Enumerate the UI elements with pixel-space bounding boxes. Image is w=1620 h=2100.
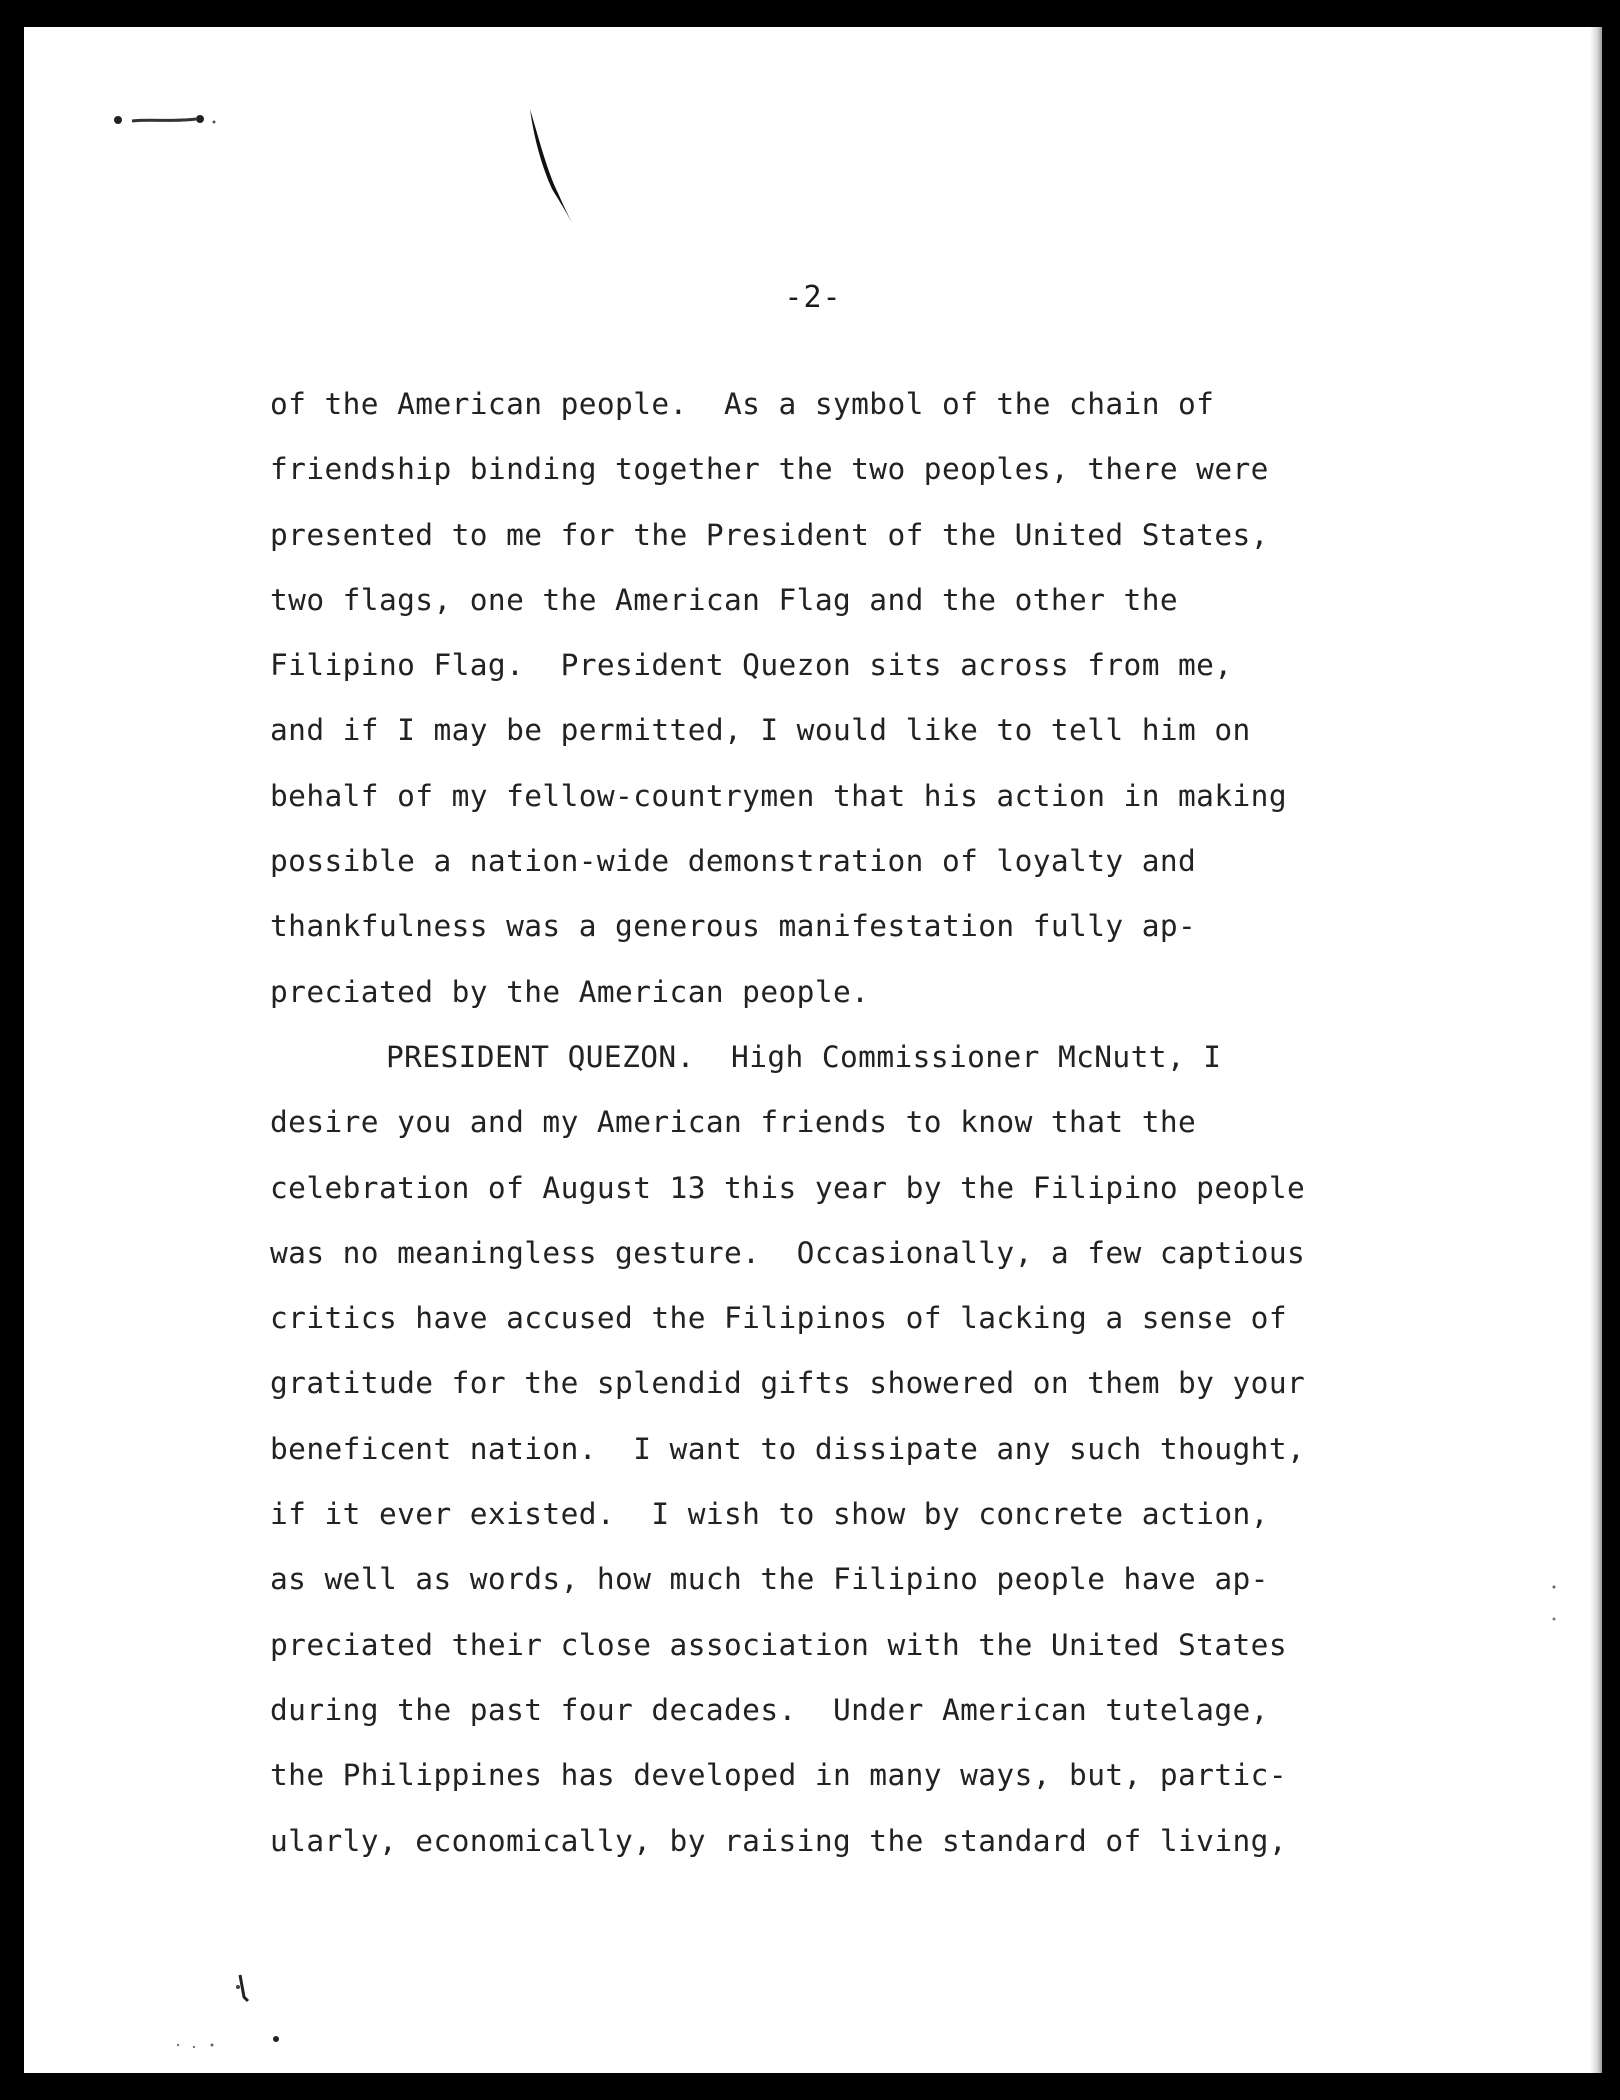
text-line: during the past four decades. Under American tutelage, <box>270 1692 1269 1727</box>
paragraph <box>270 1025 1430 1874</box>
scan-speck-bottom-left <box>154 1957 314 2067</box>
document-body <box>270 372 1430 1874</box>
text-line: ularly, economically, by raising the standard of living, <box>270 1823 1287 1858</box>
text-line: PRESIDENT QUEZON. High Commissioner McNutt, I <box>386 1039 1222 1074</box>
text-line: preciated by the American people. <box>270 974 870 1009</box>
paragraph <box>270 372 1430 1025</box>
text-line: critics have accused the Filipinos of lacking a sense of <box>270 1301 1287 1336</box>
text-line: as well as words, how much the Filipino people have ap- <box>270 1562 1269 1597</box>
document-page <box>24 27 1602 2073</box>
text-line: celebration of August 13 this year by the Filipino people <box>270 1170 1306 1205</box>
text-line: if it ever existed. I wish to show by concrete action, <box>270 1497 1269 1532</box>
ink-smudge-top-left <box>112 105 222 135</box>
text-line: of the American people. As a symbol of the chain of <box>270 387 1215 421</box>
text-line: was no meaningless gesture. Occasionally, a few captious <box>270 1235 1306 1270</box>
text-line: possible a nation-wide demonstration of loyalty and <box>270 844 1197 879</box>
text-line: two flags, one the American Flag and the other the <box>270 582 1179 617</box>
page-edge-shadow <box>1590 27 1602 2073</box>
text-line: presented to me for the President of the United States, <box>270 517 1269 552</box>
text-line: preciated their close association with the United States <box>270 1627 1287 1662</box>
text-line: behalf of my fellow-countrymen that his action in making <box>270 778 1287 813</box>
text-line: Filipino Flag. President Quezon sits across from me, <box>270 648 1233 683</box>
scan-speck-right <box>1534 1567 1594 1647</box>
text-line: the Philippines has developed in many ways, but, partic- <box>270 1758 1287 1793</box>
text-line: and if I may be permitted, I would like to tell him on <box>270 713 1251 748</box>
ink-stroke-mark <box>518 103 598 233</box>
text-line: thankfulness was a generous manifestation fully ap- <box>270 909 1197 944</box>
text-line: gratitude for the splendid gifts showered on them by your <box>270 1366 1306 1401</box>
text-line: beneficent nation. I want to dissipate any such thought, <box>270 1431 1306 1466</box>
page-number: -2- <box>784 280 842 315</box>
text-line: desire you and my American friends to know that the <box>270 1105 1197 1140</box>
text-line: friendship binding together the two peoples, there were <box>270 452 1269 487</box>
